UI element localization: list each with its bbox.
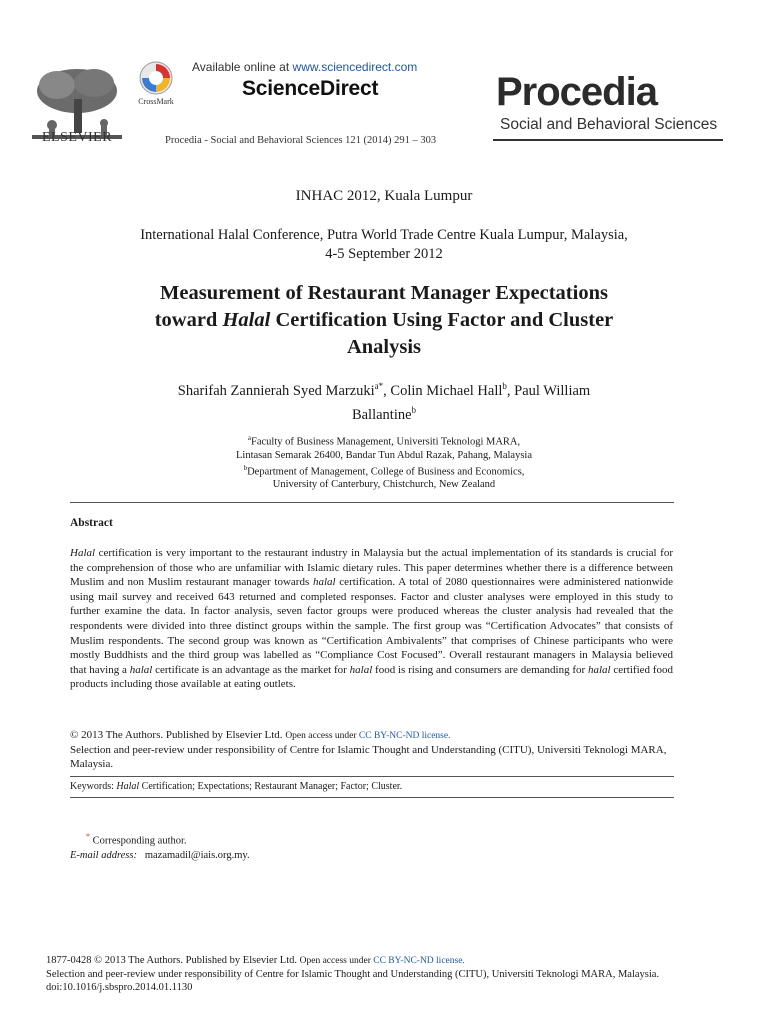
title-text: Certification Using Factor and Cluster [270,309,614,331]
footer-issn-line [46,954,726,968]
abstract-italic: halal [129,663,153,676]
conference-venue: International Halal Conference, Putra World Trade Centre Kuala Lumpur, Malaysia, [140,227,628,243]
abstract-text: certification is very important to the restaurant industry in Malaysia but the actual implementation of its standards is crucial for the comprehension of those who are unfamiliar with Islamic dietary rules. This paper determines whether there is a difference between Muslim and non Muslim restaurant manager towards [70,547,673,589]
author-name: , Paul William [506,382,591,399]
keywords-text: Certification; Expectations; Restaurant Manager; Factor; Cluster. [139,781,403,792]
author-superscript: b [502,381,507,391]
affiliations [150,432,618,491]
corresponding-author [70,830,250,863]
affiliation-text: Department of Management, College of Business and Economics, [247,466,525,477]
abstract-body [70,546,673,692]
available-prefix: Available online at [192,60,293,74]
author-name: , Colin Michael Hall [383,382,503,399]
keywords-label: Keywords: [70,781,117,792]
title-line-2 [90,307,678,334]
journal-brand-underline [493,139,723,141]
footer-peer-review: Selection and peer-review under responsibility of Centre for Islamic Thought and Understanding (CITU), Universiti Teknologi MARA, Malaysia. [46,969,660,980]
license-link[interactable]: CC BY-NC-ND license. [358,731,451,741]
email-label: E-mail address: [70,849,137,861]
affiliation-b-line-2: University of Canterbury, Chistchurch, New Zealand [272,479,496,490]
footer-open-access: Open access under [299,956,374,966]
journal-brand-subtitle: Social and Behavioral Sciences [500,116,718,133]
journal-citation: Procedia - Social and Behavioral Sciences 121 (2014) 291 – 303 [165,135,437,146]
abstract-italic: halal [349,663,373,676]
affiliation-a-line-1 [150,432,618,449]
abstract-text: certificate is an advantage as the market for [152,663,350,676]
divider [70,502,674,503]
peer-review-statement: Selection and peer-review under responsibility of Centre for Islamic Thought and Understanding (CITU), Universiti Teknologi MARA, Malaysia. [70,744,667,770]
publisher-wordmark: ELSEVIER [41,130,113,145]
page-footer [46,954,726,994]
author-superscript: b [411,404,417,415]
author-name: Ballantine [351,406,412,423]
abstract-text: certified food products including those available at eating outlets. [70,663,673,691]
conference-details [60,226,708,264]
conference-name: INHAC 2012, Kuala Lumpur [295,188,473,204]
author-name: Sharifah Zannierah Syed Marzuki [177,382,375,399]
crossmark-label: CrossMark [138,97,174,106]
footnote-star: * [86,832,90,841]
corresponding-label-line [70,830,250,849]
title-line-1: Measurement of Restaurant Manager Expectations [160,282,608,304]
footer-license-link[interactable]: CC BY-NC-ND license. [373,956,465,966]
copyright-line [70,728,673,743]
title-line-3: Analysis [346,336,422,358]
divider [70,776,674,777]
affiliation-superscript: a [247,434,251,442]
available-online [192,60,417,74]
email-address[interactable]: mazamadil@iais.org.my. [144,849,250,861]
abstract-italic: Halal [70,547,96,559]
abstract-italic: halal [312,576,336,589]
crossmark-icon[interactable] [138,60,174,96]
affiliation-superscript: b [243,463,248,472]
email-line [70,849,250,863]
conference-dates: 4-5 September 2012 [325,246,443,262]
footer-doi[interactable]: doi:10.1016/j.sbspro.2014.01.1130 [46,982,193,993]
abstract-text: food is rising and consumers are demanding for [372,663,588,676]
keywords [70,781,402,792]
sciencedirect-url-link[interactable]: www.sciencedirect.com [292,60,418,74]
author-superscript: a* [374,381,384,391]
author-list [120,377,648,425]
affiliation-a-line-2: Lintasan Semarak 26400, Bandar Tun Abdul Razak, Pahang, Malaysia [236,449,532,461]
copyright-text: © 2013 The Authors. Published by Elsevier Ltd. [70,729,286,741]
title-italic: Halal [222,309,271,331]
title-text: toward [154,309,223,331]
copyright-notice [70,728,673,771]
open-access-text: Open access under [285,731,359,741]
sciencedirect-wordmark: ScienceDirect [242,77,379,100]
journal-brand: Procedia [496,70,657,114]
affiliation-text: Faculty of Business Management, Universiti Teknologi MARA, [250,436,521,448]
abstract-italic: halal [587,663,611,676]
corresponding-label: Corresponding author. [90,835,187,847]
divider [70,797,674,798]
paper-title [90,280,678,361]
abstract-heading: Abstract [70,517,113,529]
affiliation-b-line-1 [150,462,618,479]
abstract-text: certification. A total of 2080 questionnaires were administered nationwide using mail survey and received 643 returned and completed responses. Factor and cluster analyses were employed in this study to further examine the data. In factor analysis, seven factor groups were produced whereas the cluster analysis had revealed that the respondents were divided into three distinct groups within the sample. The first group was “Certification Advocates” that consists of Muslim respondents. The second group was known as “Certification Ambivalents” that comprises of Chinese participants who were mostly Buddhists and the third group was labelled as “Compliance Cost Focused”. Overall restaurant managers in Malaysia believed that having a [70,576,673,676]
footer-issn: 1877-0428 © 2013 The Authors. Published by Elsevier Ltd. [46,955,300,966]
keywords-italic: Halal [116,781,140,792]
